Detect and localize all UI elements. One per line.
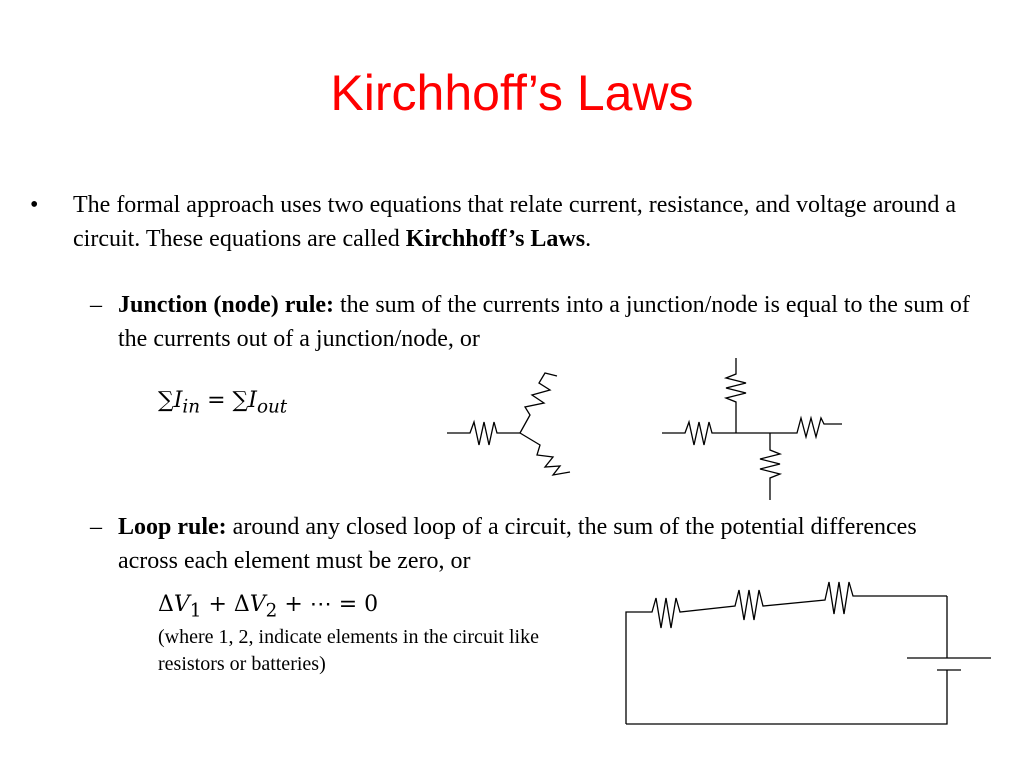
cross-junction-diagram <box>662 358 842 500</box>
bullet-marker: • <box>30 192 39 218</box>
loop-top-wire <box>626 582 947 724</box>
voltage-symbol-2: V <box>249 592 266 617</box>
sigma-symbol-2: ∑ <box>232 388 249 413</box>
out-subscript: out <box>256 396 288 418</box>
junction-rule-body: the sum of the currents into a junction/node is equal to the sum of the currents out of a junction/node, or <box>118 292 970 352</box>
cross-right-resistor <box>770 418 842 437</box>
loop-equation-note: (where 1, 2, indicate elements in the circuit like resistors or batteries) <box>158 626 539 675</box>
subscript-1: 1 <box>189 600 202 622</box>
cross-bottom-resistor <box>760 433 780 500</box>
loop-circuit-diagram <box>626 582 991 724</box>
voltage-symbol-1: V <box>173 592 190 617</box>
intro-text-before: The formal approach uses two equations that relate current, resistance, and voltage around a circuit. These equations are called <box>73 192 956 252</box>
y-junction-diagram <box>447 373 570 475</box>
loop-bottom-wire <box>626 670 947 724</box>
slide-title: Kirchhoff’s Laws <box>330 65 694 121</box>
current-out-symbol: I <box>248 388 257 413</box>
plus-symbol: + <box>201 592 234 617</box>
intro-bold-term: Kirchhoff’s Laws <box>405 226 586 252</box>
y-junction-upper-resistor <box>520 373 557 433</box>
cross-top-resistor <box>726 358 746 433</box>
loop-rule-body: around any closed loop of a circuit, the sum of the potential differences across each element must be zero, or <box>118 514 917 574</box>
y-junction-lower-resistor <box>520 433 570 475</box>
in-subscript: in <box>182 396 201 418</box>
equation-tail: + ⋯ = 0 <box>277 592 379 617</box>
delta-symbol: Δ <box>158 592 174 617</box>
equals-symbol: = <box>207 388 226 413</box>
current-in-symbol: I <box>173 388 183 413</box>
cross-left-resistor <box>662 422 770 445</box>
sigma-symbol: ∑ <box>158 388 174 413</box>
loop-rule-label: Loop rule: <box>118 514 227 540</box>
dash-marker: – <box>90 514 102 540</box>
dash-marker: – <box>90 292 102 318</box>
subscript-2: 2 <box>265 600 278 622</box>
delta-symbol-2: Δ <box>233 592 250 617</box>
intro-text-after: . <box>585 226 592 252</box>
y-junction-left-resistor <box>447 422 520 445</box>
junction-rule-label: Junction (node) rule: <box>118 292 334 318</box>
